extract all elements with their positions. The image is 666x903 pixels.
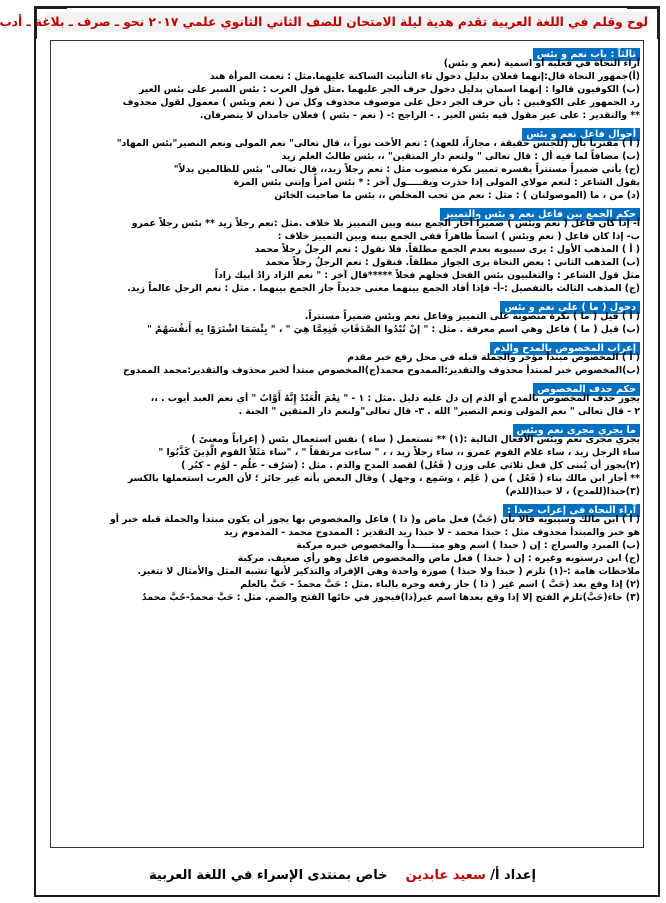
section-heading-row — [52, 498, 640, 516]
section-heading-row — [52, 336, 640, 354]
section-heading-row — [52, 122, 640, 140]
section-heading: إعراب المخصوص بالمدح والذم — [490, 342, 641, 355]
text-line: ** والتقدير : على عير مقول فيه بئس العير . - الراجح :- ( نعم - بئس ) فعلان جامدان لا يتصرفان. — [199, 110, 640, 121]
text-line: (ج) المذهب الثالث بالتفصيل :-أ- فإذا أفاد الجمع بينهما معنى جديداً جاز الجمع بينهما . مثل : نعم الرجل عالماً زيد. — [127, 283, 640, 294]
forum-credit: خاص بمنتدى الإسراء في اللغة العربية — [148, 868, 388, 883]
text-line: هو خبر والمبتدأ محذوف مثل : حبذا محمد - لا حبذا زيد التقدير : الممدوح محمد - المذموم زيد — [223, 527, 640, 538]
text-line: ( أ ) المخصوص مبتدأ مؤخر والجملة قبله في محل رفع خبر مقدم — [347, 352, 640, 363]
text-line: رد الجمهور على الكوفيين : بأن حرف الجر دخل على موصوف محذوف وكل من ( نعم وبئس ) معمول لقول محذوف — [122, 97, 640, 108]
section-heading: دخول ( ما ) على نعم و بئس — [500, 301, 640, 314]
section-heading: ثالثاً : باب نعم و بئس — [533, 48, 640, 61]
text-line: (٣) حاء(حَبَّ)تلزم الفتح إلا إذا وقع بعدها اسم غير(ذا)فيجوز في حائها الفتح والضم. مثل : حَبَّ محمدٌ-حُبَّ محمدٌ — [142, 592, 640, 603]
text-line: (ب) المذهب الثاني : بعض النحاة يرى الجواز مطلقاً. فنقول : نعم الرجلُ رجلاً محمد — [265, 257, 640, 268]
text-line: يجوز حذف المخصوص بالمدح أو الذم إن دل عليه دليل .مثل : ١ - " نِعْمَ الْعَبْدُ إِنَّهُ أَوَّابٌ " أي نعم العبد أيوب . ،، — [150, 393, 640, 404]
text-line: (ب) الكوفيون قالوا : إنهما اسمان بدليل دخول حرف الجر عليهما .مثل قول العرب : بئس السير على بئس العير — [138, 84, 640, 95]
text-line: (٢) إذا وقع بعد (حَبَّ ) اسم غير ( ذا ) جاز رفعه وجره بالباء .مثل : حَبَّ محمدٌ - حَبَّ بالعلم — [240, 579, 640, 590]
text-line: ( أ ) مقترناً بأل (للجنس حقيقة ، مجازاً، للعهد) : نعم الأخت نوراً ،، قال تعالى" نعم المولى ونعم النصير"بئس المهاد" — [116, 138, 640, 149]
text-line: (ج) يأتي ضميراً مستتراً يفسره تمييز نكرة منصوب مثل : نعم رجلاً زيد،، قال تعالى" بئس للظالمين بدلاً" — [173, 164, 640, 175]
text-line: ساء الرجل زيد ، ساء غلام القوم عمرو ،، ساء رجلاً زيد ، ، " ساءت مرتفقاً " ، "ساء مَثَلاً القوم الَّذِينَ كَذَّبُوا " — [158, 447, 640, 458]
text-line: يقول الشاعر : لنعم مولاي المولى إذا حذرت ويقـــــول آخر : * بئس امرأً وإنني بئس المرة — [233, 177, 640, 188]
text-line: ٢ - قال تعالى " نعم المولى ونعم النصير" الله . ٣- قال تعالى"ولنعم دار المتقين " الجنة . — [238, 406, 640, 417]
text-line: ( أ ) ابن مالك وسيبويه قالا بأن (حَبَّ) فعل ماض و( ذا ) فاعل والمخصوص بها يجوز أن يكون مبتدأ والجملة قبله خبر أو — [109, 514, 640, 525]
section-heading: آراء النحاة في إعراب حبذا : — [503, 504, 640, 517]
section-heading: أحوال فاعل نعم و بئس — [522, 128, 640, 141]
section-heading-row — [52, 202, 640, 220]
text-line: آراء النحاة في فعلية أو اسمية (نعم و بئس) — [443, 58, 640, 69]
text-line: ** أجاز ابن مالك بناء ( فَعُل ) من ( عَلِم ، وسَمِع ، وجهل ) وقال البعض بأنه غير جائز ؛ لأن العرب استعملها بالكسر — [127, 473, 640, 484]
text-line: (ج) ابن درستويه وغيره : إن ( حبذا ) فعل ماض والمخصوص فاعل وهو رأي ضعيف. مركبة — [237, 553, 640, 564]
author-prefix: إعداد أ/ — [490, 868, 536, 883]
author-name: سعيد عابدين — [405, 868, 486, 883]
text-line: ب- إذا كان فاعل ( نعم وبئس ) اسماً ظاهراً ففي الجمع بينه وبين التمييز خلاف : — [277, 231, 640, 242]
lesson-content — [52, 42, 640, 604]
text-line: ( أ ) قيل ( ما ) نكرة منصوبة على التمييز وفاعل نعم وبئس ضميراً مستتراً. — [304, 311, 640, 322]
section-heading: ما يجري مجرى نعم وبئس — [513, 424, 640, 437]
section-heading-row — [52, 295, 640, 313]
document-title: لوح وقلم في اللغة العربية تقدم هدية ليلة الامتحان للصف الثاني الثانوي علمي ٢٠١٧ نحو ـ صرف ـ بلاغة ـ أدب — [46, 12, 648, 32]
section-heading: حكم الجمع بين فاعل نعم و بئس والتمييز — [440, 208, 640, 221]
text-line: (ب)المخصوص خبر لمبتدأ محذوف والتقدير:الممدوح محمد(ج)المخصوص مبتدأ لخبر محذوف والتقدير:محمد الممدوح — [123, 365, 640, 376]
text-line: (د) من ، ما (الموصولتان ) : مثل : نعم من تحب المخلص ،، بئس ما صاحبت الخائن — [274, 190, 640, 201]
text-line: (٣)حبذا(للمدح) ، لا حبذا(للذم) — [505, 486, 640, 497]
text-line: (ب) قيل ( ما ) فاعل وهي اسم معرفة . مثل : " إنْ تُبْدُوا الصَّدَقَاتِ فَنِعِمَّا هِيَ " ، " بِئْسَمَا اشْتَرَوْا بِهِ أَنفُسَهُمْ " — [147, 324, 640, 335]
text-line: (أ)جمهور النحاة قال:إنهما فعلان بدليل دخول تاء التأنيث الساكنة عليهما.مثل : نعمت المرأة هند — [209, 71, 640, 82]
section-heading-row — [52, 42, 640, 60]
section-heading: حكم حذف المخصوص — [533, 383, 640, 396]
section-heading-row — [52, 377, 640, 395]
text-line: (٢)يجوز أن يُبنى كل فعل ثلاثي على وزن ( فَعُل) لقصد المدح والذم . مثل : (شرُف - علُم - لؤم - كبُر ) — [181, 460, 640, 471]
text-line: يجري مجرى نعم وبئس الأفعال التالية :(١) ** تستعمل ( ساء ) نفس استعمال بئس ( إعراباً ومعنىً ) — [191, 434, 640, 445]
section-heading-row — [52, 418, 640, 436]
text-line: ملاحظات هامة :-(١) تلزم ( حبذا ولا حبذا ) صورة واحدة وهي الإفراد والتذكير لأنها تشبه المثل والأمثال لا تتغير. — [137, 566, 640, 577]
text-line: (ب) المبرد والسراج : إن ( حبذا ) اسم وهو مبتـــــدأ والمخصوص خبره مركبة — [296, 540, 640, 551]
text-line: (ب) مضافاً لما فيه أل : قال تعالى " ولنعم دار المتقين" ،، بئس طالبُ العلم زيد — [281, 151, 640, 162]
text-line: مثل قول الشاعر : والتغلبيون بئس الفحل فحلهم فحلاً *****قال آخر : " نعم الزاد زادُ أبيك زاداً — [214, 270, 640, 281]
text-line: ( أ ) المذهب الأول : يرى سيبويه بعدم الجمع مطلقاً. فلا نقول : نعم الرجلُ رجلاً محمد — [254, 244, 640, 255]
text-line: أ- إذا كان فاعل ( نعم وبئس ) ضميراً أجاز الجمع بينه وبين التمييز بلا خلاف .مثل :نعم رجلاً زيد ** بئس رجلاً عمرو — [131, 218, 640, 229]
author-credit — [149, 868, 536, 883]
